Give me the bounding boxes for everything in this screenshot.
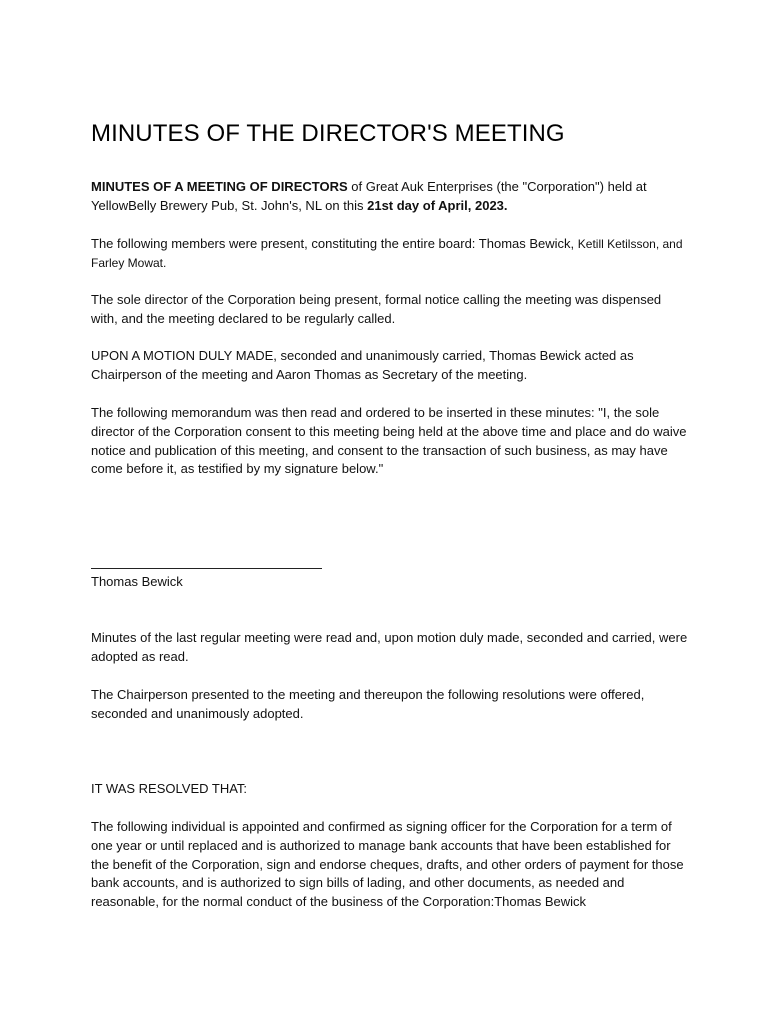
last-minutes-paragraph: Minutes of the last regular meeting were read and, upon motion duly made, seconded and carried, were adopted as read. [91, 630, 688, 664]
members-text: The following members were present, constituting the entire board: Thomas Bewick, [91, 236, 578, 251]
chair-presented-paragraph: The Chairperson presented to the meeting and thereupon the following resolutions were offered, seconded and unanimously adopted. [91, 687, 645, 721]
members-paragraph [91, 235, 691, 273]
intro-bold-lead: MINUTES OF A MEETING OF DIRECTORS [91, 179, 348, 194]
motion-paragraph: UPON A MOTION DULY MADE, seconded and unanimously carried, Thomas Bewick acted as Chairperson of the meeting and Aaron Thomas as Secretary of the meeting. [91, 348, 634, 382]
memorandum-paragraph: The following memorandum was then read and ordered to be inserted in these minutes: "I, the sole director of the Corporation consent to this meeting being held at the above time and place and do waive notice and publication of this meeting, and consent to the transaction of such business, as may have come before it, as testified by my signature below." [91, 405, 687, 477]
signatory-name: Thomas Bewick [91, 574, 183, 589]
members-text-cont: Ketill Ketilsson, and Farley Mowat. [91, 237, 683, 270]
intro-paragraph [91, 178, 691, 216]
document-title: MINUTES OF THE DIRECTOR'S MEETING [91, 120, 565, 147]
notice-paragraph: The sole director of the Corporation being present, formal notice calling the meeting was dispensed with, and the meeting declared to be regularly called. [91, 292, 662, 326]
intro-text: of Great Auk Enterprises (the "Corporation") held at YellowBelly Brewery Pub, St. John's, NL on this [91, 179, 647, 213]
signature-line [91, 568, 322, 569]
meeting-date: 21st day of April, 2023. [367, 197, 508, 213]
resolved-heading: IT WAS RESOLVED THAT: [91, 781, 248, 796]
resolution-paragraph: The following individual is appointed and confirmed as signing officer for the Corporation for a term of one year or until replaced and is authorized to manage bank accounts that have been established for the benefit of the Corporation, sign and endorse cheques, drafts, and other orders of payment for those bank accounts, and is authorized to sign bills of lading, and other documents, as needed and reasonable, for the normal conduct of the business of the Corporation:Thomas Bewick [91, 819, 684, 910]
